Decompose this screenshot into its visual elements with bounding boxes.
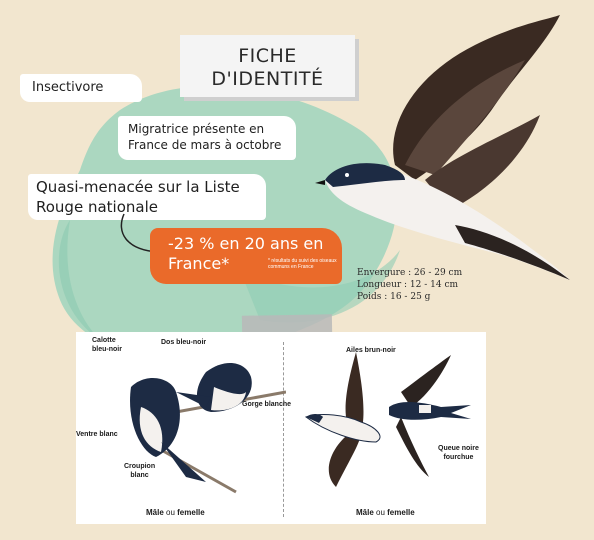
wingspan: Envergure : 26 - 29 cm xyxy=(357,268,463,278)
trend-line-2: France* xyxy=(168,254,230,273)
label-dos: Dos bleu-noir xyxy=(161,339,207,346)
title-line-2: D'IDENTITÉ xyxy=(211,68,324,90)
label-ventre: Ventre blanc xyxy=(76,431,118,438)
diet-tag xyxy=(20,74,142,102)
label-croupion: Croupion blanc xyxy=(124,463,156,479)
tape-strip xyxy=(242,314,332,334)
label-calotte: Calotte bleu-noir xyxy=(92,337,122,353)
migration-line-1: Migratrice présente en xyxy=(128,122,265,136)
caption-left: Mâle ou femelle xyxy=(146,508,205,517)
weight: Poids : 16 - 25 g xyxy=(357,292,431,302)
flying-swallow-illustration xyxy=(305,15,590,295)
trend-line-1: -23 % en 20 ans en xyxy=(168,234,324,253)
status-line-1: Quasi-menacée sur la Liste xyxy=(36,178,240,196)
diet-text: Insectivore xyxy=(32,80,104,95)
trend-note-2: communs en France xyxy=(268,264,314,270)
status-line-2: Rouge nationale xyxy=(36,198,158,216)
label-queue: Queue noire fourchue xyxy=(438,445,479,461)
length: Longueur : 12 - 14 cm xyxy=(357,280,459,290)
title-line-1: FICHE xyxy=(238,45,297,67)
label-gorge: Gorge blanche xyxy=(242,401,292,408)
migration-line-2: France de mars à octobre xyxy=(128,138,282,152)
label-ailes: Ailes brun-noir xyxy=(346,347,396,354)
migration-tag xyxy=(118,116,296,160)
caption-right: Mâle ou femelle xyxy=(356,508,415,517)
measurements xyxy=(357,267,462,303)
trend-note-1: * résultats du suivi des oiseaux xyxy=(268,258,337,264)
flying-swallows-illustration xyxy=(301,347,476,492)
illustration-panel xyxy=(76,332,486,524)
